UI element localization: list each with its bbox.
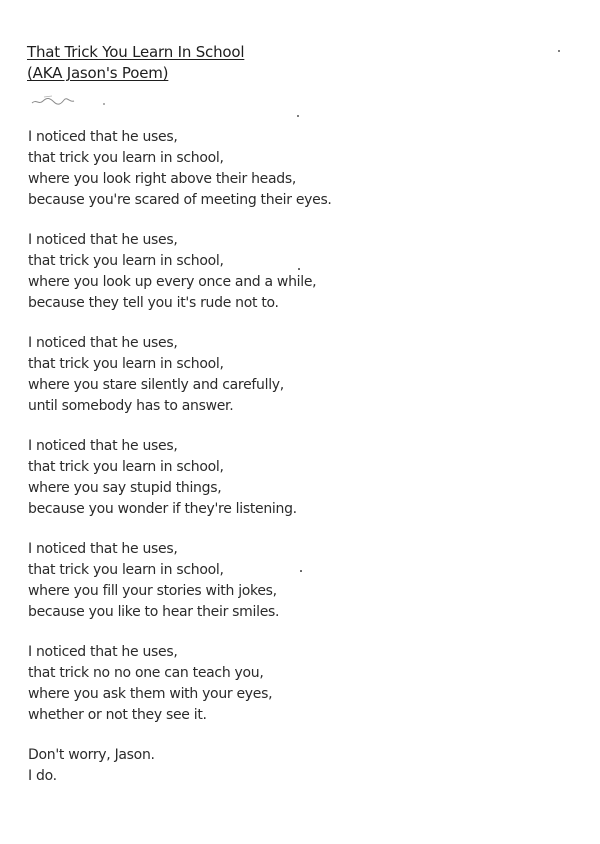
- poem-line: I noticed that he uses,: [28, 644, 178, 660]
- stanza: [28, 436, 568, 520]
- stanza: [28, 745, 568, 787]
- stanza: [28, 127, 568, 211]
- stanza: [28, 333, 568, 417]
- stanza: [28, 539, 568, 623]
- poem-line: where you look up every once and a while,: [28, 274, 317, 290]
- poem-line: that trick you learn in school,: [28, 356, 224, 372]
- stanza: [28, 642, 568, 726]
- poem-body: [28, 127, 568, 806]
- poem-line: I noticed that he uses,: [28, 232, 178, 248]
- paper-speck: [558, 50, 560, 52]
- poem-line: I noticed that he uses,: [28, 335, 178, 351]
- poem-line: I do.: [28, 768, 57, 784]
- poem-line: where you say stupid things,: [28, 480, 222, 496]
- poem-title: [27, 42, 244, 84]
- poem-line: because you're scared of meeting their eyes.: [28, 192, 332, 208]
- poem-line: where you fill your stories with jokes,: [28, 583, 277, 599]
- poem-line: that trick you learn in school,: [28, 150, 224, 166]
- poem-line: that trick you learn in school,: [28, 253, 224, 269]
- title-line-1: That Trick You Learn In School: [27, 43, 245, 61]
- poem-line: whether or not they see it.: [28, 707, 207, 723]
- poem-line: because you wonder if they're listening.: [28, 501, 297, 517]
- paper-speck: [297, 115, 299, 117]
- poem-line: that trick no no one can teach you,: [28, 665, 264, 681]
- poem-line: I noticed that he uses,: [28, 541, 178, 557]
- poem-line: Don't worry, Jason.: [28, 747, 155, 763]
- stanza: [28, 230, 568, 314]
- poem-line: where you stare silently and carefully,: [28, 377, 284, 393]
- poem-line: that trick you learn in school,: [28, 459, 224, 475]
- poem-line: I noticed that he uses,: [28, 129, 178, 145]
- title-line-2: (AKA Jason's Poem): [27, 64, 169, 82]
- poem-line: where you look right above their heads,: [28, 171, 296, 187]
- poem-line: that trick you learn in school,: [28, 562, 224, 578]
- poem-line: I noticed that he uses,: [28, 438, 178, 454]
- poem-line: because you like to hear their smiles.: [28, 604, 280, 620]
- poem-line: until somebody has to answer.: [28, 398, 234, 414]
- poem-line: because they tell you it's rude not to.: [28, 295, 279, 311]
- poem-line: where you ask them with your eyes,: [28, 686, 273, 702]
- scribble-mark: [30, 94, 110, 108]
